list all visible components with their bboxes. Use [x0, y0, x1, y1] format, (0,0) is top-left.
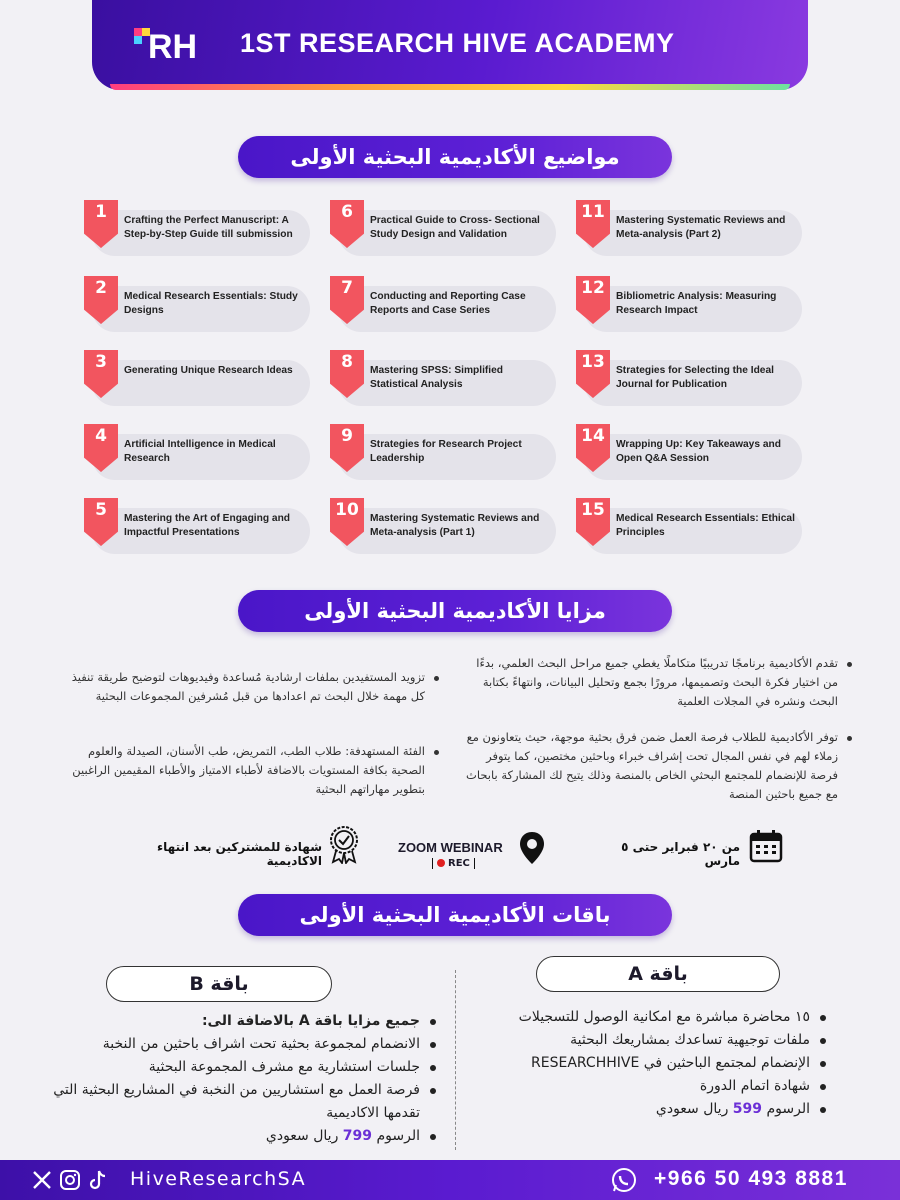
calendar-icon: [748, 828, 784, 864]
header-banner: [92, 0, 808, 90]
topic-number: 10: [335, 500, 359, 520]
advantages-section-title: مزايا الأكاديمية البحثية الأولى: [238, 590, 672, 632]
topic-title: Mastering SPSS: Simplified Statistical Analysis: [370, 365, 504, 390]
topic-number: 11: [581, 202, 605, 222]
topic-title: Strategies for Selecting the Ideal Journal for Publication: [616, 365, 774, 390]
bullet-icon: [820, 1015, 826, 1021]
whatsapp-icon[interactable]: [610, 1166, 638, 1194]
package-b-heading: جميع مزايا باقة A بالاضافة الى:: [30, 1010, 420, 1033]
topic-card: [330, 498, 556, 552]
bullet-icon: [434, 676, 439, 681]
topic-number: 13: [581, 352, 605, 372]
package-a-label: باقة A: [536, 956, 780, 992]
instagram-icon[interactable]: [58, 1168, 82, 1192]
topic-card: [84, 276, 310, 330]
bullet-icon: [430, 1065, 436, 1071]
date-range: من ٢٠ فبراير حتى ٥ مارس: [621, 840, 740, 868]
topic-card: [576, 276, 802, 330]
topic-card: [576, 498, 802, 552]
topic-number: 1: [95, 202, 107, 222]
topic-title: Bibliometric Analysis: Measuring Research Impact: [616, 291, 777, 316]
topic-number: 9: [341, 426, 353, 446]
footer-bar: [0, 1160, 900, 1200]
topic-title: Medical Research Essentials: Ethical Principles: [616, 513, 795, 538]
list-item: فرصة العمل مع استشاريين من النخبة في المشاريع البحثية التي تقدمها الاكاديمية: [30, 1079, 420, 1125]
topic-card: [576, 424, 802, 478]
bullet-icon: [820, 1084, 826, 1090]
list-item: ١٥ محاضرة مباشرة مع امكانية الوصول للتسجيلات: [480, 1006, 810, 1029]
certificate-badge-icon: [326, 824, 362, 864]
topic-card: [330, 276, 556, 330]
topic-title: Wrapping Up: Key Takeaways and Open Q&A Session: [616, 439, 781, 464]
package-b-price: الرسوم 799 ريال سعودي: [30, 1125, 420, 1148]
topic-title: Mastering Systematic Reviews and Meta-analysis (Part 2): [616, 215, 786, 240]
bullet-icon: [430, 1042, 436, 1048]
topic-card: [576, 200, 802, 254]
topic-number: 7: [341, 278, 353, 298]
package-b-list: [30, 1010, 420, 1148]
topic-title: Mastering Systematic Reviews and Meta-analysis (Part 1): [370, 513, 540, 538]
topic-title: Practical Guide to Cross- Sectional Study Design and Validation: [370, 215, 540, 240]
bullet-icon: [820, 1107, 826, 1113]
packages-section-title: باقات الأكاديمية البحثية الأولى: [238, 894, 672, 936]
list-item: الانضمام لمجموعة بحثية تحت اشراف باحثين من النخبة: [30, 1033, 420, 1056]
topic-title: Artificial Intelligence in Medical Research: [124, 439, 276, 464]
topic-card: [84, 424, 310, 478]
list-item: جلسات استشارية مع مشرف المجموعة البحثية: [30, 1056, 420, 1079]
advantage-item: تزويد المستفيدين بملفات ارشادية مُساعدة وفيديوهات لتوضيح طريقة تنفيذ كل مهمة خلال البحث تم اعدادها من قبل مُشرفين المجموعات البحثية: [70, 668, 425, 706]
topic-number: 2: [95, 278, 107, 298]
academy-title: 1ST RESEARCH HIVE ACADEMY: [240, 28, 675, 58]
bullet-icon: [847, 736, 852, 741]
header-accent-bar: [110, 84, 790, 90]
topic-title: Medical Research Essentials: Study Designs: [124, 291, 298, 316]
advantage-item: تقدم الأكاديمية برنامجًا تدريبيًا متكاملًا يغطي جميع مراحل البحث العلمي، بدءًا من اختيار فكرة البحث وتصميمها، مرورًا بجمع وتحليل البيانات، وانتهاءً بكتابة البحث ونشره في المجلات العلمية: [458, 654, 838, 711]
topic-number: 6: [341, 202, 353, 222]
social-handle[interactable]: HiveResearchSA: [130, 1168, 307, 1190]
record-dot-icon: [437, 859, 445, 867]
package-a-list: [480, 1006, 810, 1121]
topic-number: 4: [95, 426, 107, 446]
package-divider: [455, 970, 456, 1150]
list-item: شهادة اتمام الدورة: [480, 1075, 810, 1098]
svg-text:RH: RH: [148, 28, 198, 64]
bullet-icon: [820, 1061, 826, 1067]
topic-title: Mastering the Art of Engaging and Impactful Presentations: [124, 513, 291, 538]
zoom-webinar-label: ZOOM WEBINAR: [398, 840, 503, 855]
topic-card: [330, 424, 556, 478]
topic-number: 8: [341, 352, 353, 372]
bullet-icon: [430, 1134, 436, 1140]
bullet-icon: [820, 1038, 826, 1044]
rec-badge: REC: [432, 858, 475, 869]
topics-section-title: مواضيع الأكاديمية البحثية الأولى: [238, 136, 672, 178]
topic-card: [576, 350, 802, 404]
list-item: ملفات توجيهية تساعدك بمشاريعك البحثية: [480, 1029, 810, 1052]
topic-card: [330, 200, 556, 254]
bullet-icon: [434, 750, 439, 755]
topic-number: 5: [95, 500, 107, 520]
package-b-label: باقة B: [106, 966, 332, 1002]
topic-number: 3: [95, 352, 107, 372]
location-pin-icon: [518, 830, 546, 866]
bullet-icon: [847, 662, 852, 667]
advantage-item: الفئة المستهدفة: طلاب الطب، التمريض، طب الأسنان، الصيدلة والعلوم الصحية بكافة المستويات بالاضافة لأطباء الامتياز والأطباء المقيمين الراغبين بتطوير مهاراتهم البحثية: [70, 742, 425, 799]
topic-number: 14: [581, 426, 605, 446]
topic-card: [84, 350, 310, 404]
topic-card: [84, 498, 310, 552]
research-hive-logo: [134, 24, 210, 64]
topic-number: 12: [581, 278, 605, 298]
topic-card: [330, 350, 556, 404]
topic-number: 15: [581, 500, 605, 520]
topic-title: Generating Unique Research Ideas: [124, 365, 293, 376]
topic-title: Crafting the Perfect Manuscript: A Step-by-Step Guide till submission: [124, 215, 293, 240]
certificate-note: شهادة للمشتركين بعد انتهاء الاكاديمية: [157, 840, 322, 868]
topic-card: [84, 200, 310, 254]
topic-title: Conducting and Reporting Case Reports and Case Series: [370, 291, 526, 316]
package-a-price: الرسوم 599 ريال سعودي: [480, 1098, 810, 1121]
bullet-icon: [430, 1019, 436, 1025]
list-item: الإنضمام لمجتمع الباحثين في RESEARCHHIVE: [480, 1052, 810, 1075]
tiktok-icon[interactable]: [86, 1168, 110, 1192]
x-twitter-icon[interactable]: [30, 1168, 54, 1192]
advantage-item: توفر الأكاديمية للطلاب فرصة العمل ضمن فرق بحثية موجهة، حيث يتعاونون مع زملاء لهم في نفس المجال تحت إشراف خبراء وباحثين مختصين، كما يتوفر فرصة للإنضمام للمجتمع البحثي الخاص بالمنصة وذلك يتيح لك المشاركة بابحاث مع جميع باحثين المنصة: [458, 728, 838, 804]
topic-title: Strategies for Research Project Leadership: [370, 439, 522, 464]
bullet-icon: [430, 1088, 436, 1094]
phone-number[interactable]: +966 50 493 8881: [654, 1167, 848, 1190]
